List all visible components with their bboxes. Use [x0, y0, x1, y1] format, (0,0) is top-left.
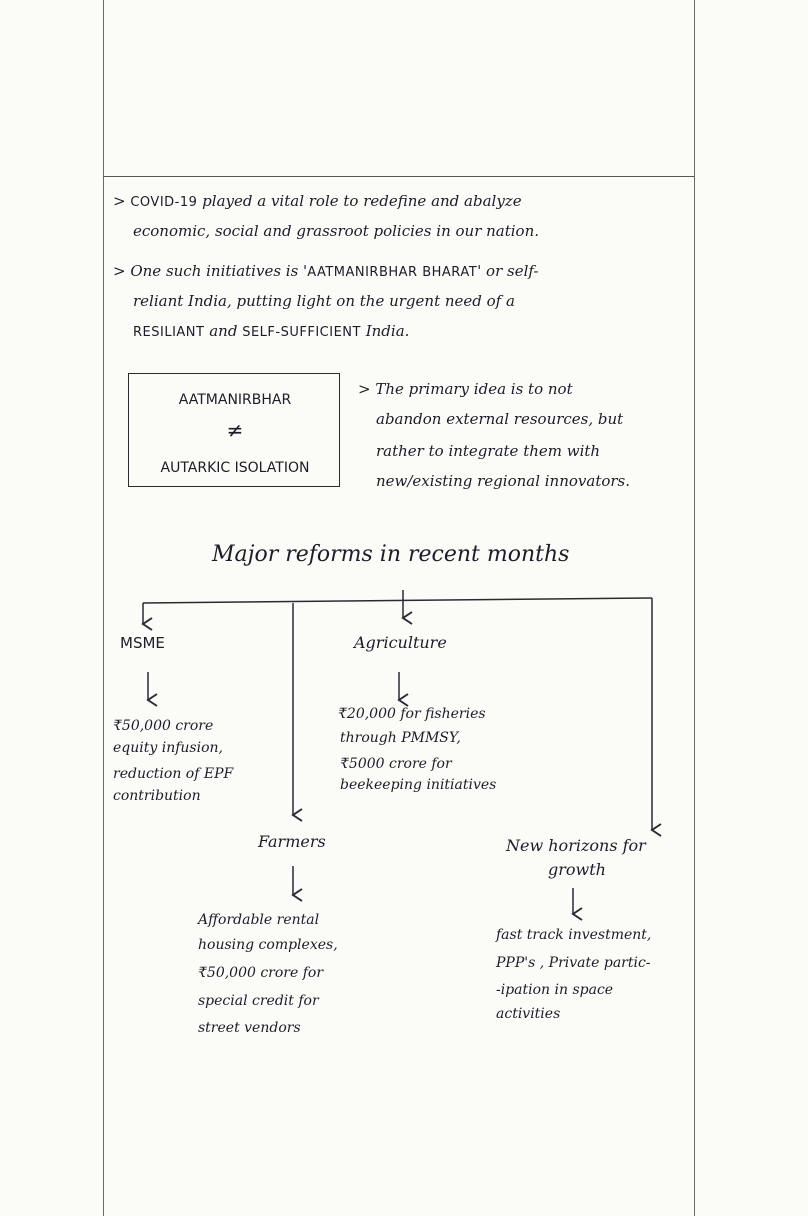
not-equal-symbol: ≠: [226, 418, 244, 442]
initiative-text: > One such initiatives is ': [113, 262, 308, 280]
msme-line-3: reduction of EPF: [113, 766, 234, 782]
intro-line-2: economic, social and grassroot policies in our nation.: [133, 222, 540, 240]
idea-line-1: > The primary idea is to not: [358, 380, 573, 398]
resiliant-text: RESILIANT: [133, 325, 205, 340]
horizons-line-2: PPP's , Private partic-: [496, 955, 651, 971]
reforms-title: Major reforms in recent months: [212, 542, 570, 567]
box-top-text: AATMANIRBHAR: [178, 392, 292, 408]
farmers-line-4: special credit for: [198, 993, 319, 1009]
covid-text: COVID-19: [130, 195, 198, 210]
branch-horizontal-line: [143, 598, 652, 603]
farmers-line-5: street vendors: [198, 1020, 301, 1036]
agriculture-line-3: ₹5000 crore for: [340, 756, 452, 772]
horizons-line-3: -ipation in space: [496, 982, 614, 998]
horizons-line-1: fast track investment,: [496, 927, 652, 943]
agriculture-line-1: ₹20,000 for fisheries: [338, 706, 486, 722]
self-sufficient-text: SELF-SUFFICIENT: [242, 325, 361, 340]
and-text: and: [204, 322, 243, 340]
initiative-text-end: ' or self-: [477, 262, 539, 280]
bullet-marker: >: [113, 192, 131, 210]
horizons-label-line-2: growth: [548, 860, 606, 879]
agriculture-line-4: beekeeping initiatives: [340, 777, 497, 793]
horizons-label-line-1: New horizons for: [506, 836, 646, 855]
aatmanirbhar-text: AATMANIRBHAR BHARAT: [307, 265, 478, 280]
idea-line-2: abandon external resources, but: [376, 410, 624, 428]
msme-line-2: equity infusion,: [113, 740, 223, 756]
farmers-line-2: housing complexes,: [198, 937, 338, 953]
farmers-line-3: ₹50,000 crore for: [198, 965, 324, 981]
idea-line-3: rather to integrate them with: [376, 442, 601, 460]
horizons-line-4: activities: [496, 1006, 561, 1022]
msme-line-1: ₹50,000 crore: [113, 718, 214, 734]
intro-line-4: reliant India, putting light on the urgent need of a: [133, 292, 515, 310]
msme-line-4: contribution: [113, 788, 201, 804]
idea-line-4: new/existing regional innovators.: [376, 472, 631, 490]
intro-text: played a vital role to redefine and abalyze: [197, 192, 522, 210]
msme-label: MSME: [120, 634, 165, 652]
farmers-line-1: Affordable rental: [198, 912, 320, 928]
agriculture-line-2: through PMMSY,: [340, 730, 461, 746]
india-text: India.: [360, 322, 410, 340]
box-bottom-text: AUTARKIC ISOLATION: [160, 460, 310, 476]
agriculture-label: Agriculture: [354, 633, 447, 652]
farmers-label: Farmers: [258, 832, 326, 851]
